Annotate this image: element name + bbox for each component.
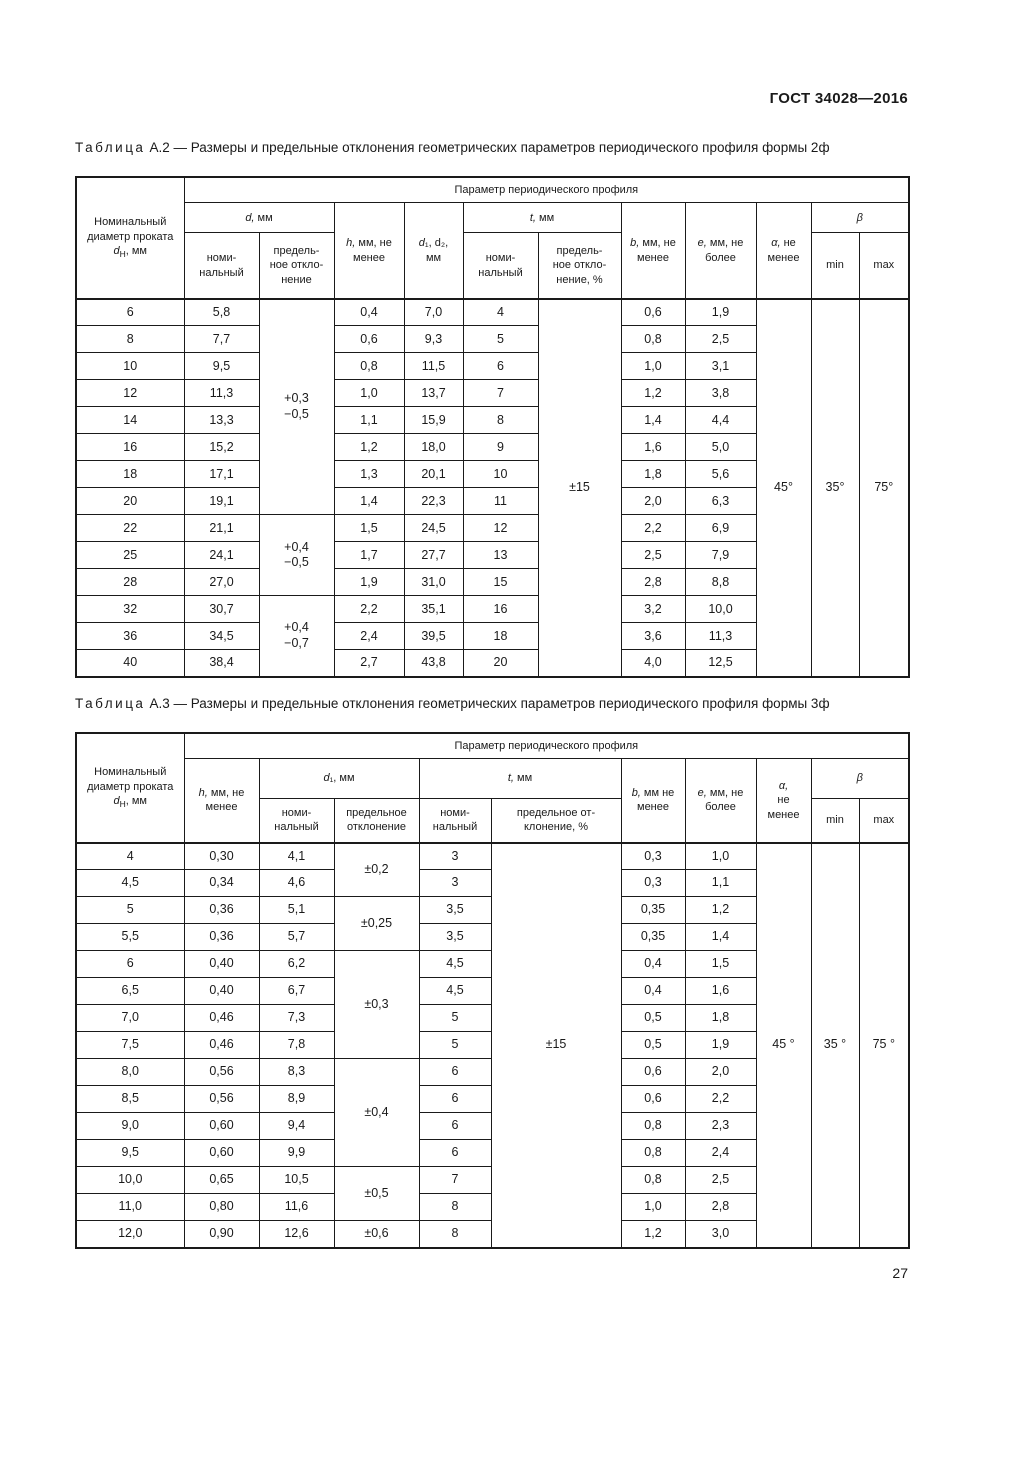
cell-d1-nominal: 9,4 [259, 1113, 334, 1140]
cell-e: 6,3 [685, 488, 756, 515]
cell-t-nominal: 3 [419, 870, 491, 897]
cell-nominal-diameter: 4,5 [76, 870, 184, 897]
table-a3-caption-word: Таблица [75, 695, 146, 711]
cell-d1-d2: 39,5 [404, 623, 463, 650]
cell-h: 1,2 [334, 434, 404, 461]
cell-nominal-diameter: 22 [76, 515, 184, 542]
cell-nominal-diameter: 8,0 [76, 1059, 184, 1086]
cell-b: 0,6 [621, 1059, 685, 1086]
cell-d-deviation: +0,3 −0,5 [259, 299, 334, 515]
cell-h: 0,40 [184, 978, 259, 1005]
cell-b: 0,35 [621, 924, 685, 951]
cell-b: 2,8 [621, 569, 685, 596]
cell-t-nominal: 6 [419, 1140, 491, 1167]
cell-d1-d2: 22,3 [404, 488, 463, 515]
a3-d-subscript: Н [119, 798, 126, 809]
cell-h: 0,80 [184, 1194, 259, 1221]
a3-header-alpha: α, не менее [756, 759, 811, 843]
cell-e: 1,1 [685, 870, 756, 897]
a3-nominal-diameter-text: Номинальный диаметр проката [87, 766, 174, 793]
table-a2-body [76, 299, 909, 677]
cell-b: 2,5 [621, 542, 685, 569]
cell-d-nominal: 15,2 [184, 434, 259, 461]
a2-header-h: h, мм, не менее [334, 203, 404, 299]
table-row [76, 299, 909, 326]
cell-h: 0,60 [184, 1113, 259, 1140]
cell-d1-nominal: 9,9 [259, 1140, 334, 1167]
table-a3-caption [75, 695, 908, 713]
cell-b: 0,6 [621, 1086, 685, 1113]
cell-d-nominal: 5,8 [184, 299, 259, 326]
cell-t-nominal: 8 [463, 407, 538, 434]
table-a3 [75, 732, 910, 1249]
cell-e: 3,0 [685, 1221, 756, 1248]
cell-nominal-diameter: 36 [76, 623, 184, 650]
cell-e: 2,2 [685, 1086, 756, 1113]
cell-nominal-diameter: 9,0 [76, 1113, 184, 1140]
a3-d-symbol: d [113, 794, 120, 807]
cell-h: 0,6 [334, 326, 404, 353]
cell-e: 3,8 [685, 380, 756, 407]
cell-d1-d2: 9,3 [404, 326, 463, 353]
cell-e: 2,4 [685, 1140, 756, 1167]
a2-header-row-1 [76, 177, 909, 203]
table-a3-caption-number: А.3 [149, 695, 170, 711]
cell-e: 10,0 [685, 596, 756, 623]
cell-h: 1,9 [334, 569, 404, 596]
cell-nominal-diameter: 40 [76, 650, 184, 677]
cell-d1-deviation: ±0,4 [334, 1059, 419, 1167]
cell-h: 0,40 [184, 951, 259, 978]
a3-header-nominal-diameter [76, 733, 184, 843]
cell-b: 0,3 [621, 843, 685, 870]
cell-e: 1,6 [685, 978, 756, 1005]
cell-nominal-diameter: 6 [76, 299, 184, 326]
cell-nominal-diameter: 20 [76, 488, 184, 515]
cell-d1-nominal: 4,6 [259, 870, 334, 897]
cell-d1-nominal: 11,6 [259, 1194, 334, 1221]
a2-header-alpha: α, не менее [756, 203, 811, 299]
cell-b: 0,8 [621, 1113, 685, 1140]
cell-nominal-diameter: 7,0 [76, 1005, 184, 1032]
cell-e: 1,0 [685, 843, 756, 870]
cell-e: 5,6 [685, 461, 756, 488]
a2-header-t-deviation: предель- ное откло- нение, % [538, 233, 621, 299]
cell-d1-nominal: 7,8 [259, 1032, 334, 1059]
cell-d1-d2: 15,9 [404, 407, 463, 434]
cell-b: 0,8 [621, 326, 685, 353]
cell-e: 4,4 [685, 407, 756, 434]
cell-d1-nominal: 8,3 [259, 1059, 334, 1086]
cell-beta-min: 35° [811, 299, 859, 677]
cell-t-nominal: 15 [463, 569, 538, 596]
cell-h: 0,56 [184, 1086, 259, 1113]
cell-e: 2,3 [685, 1113, 756, 1140]
cell-t-nominal: 9 [463, 434, 538, 461]
cell-d1-nominal: 8,9 [259, 1086, 334, 1113]
a2-header-beta-max: max [859, 233, 909, 299]
cell-h: 1,4 [334, 488, 404, 515]
cell-nominal-diameter: 32 [76, 596, 184, 623]
cell-d1-d2: 20,1 [404, 461, 463, 488]
cell-h: 2,7 [334, 650, 404, 677]
a2-header-d-nominal: номи- нальный [184, 233, 259, 299]
cell-nominal-diameter: 16 [76, 434, 184, 461]
cell-b: 0,4 [621, 951, 685, 978]
a2-header-nominal-diameter [76, 177, 184, 299]
cell-b: 1,8 [621, 461, 685, 488]
a3-header-h: h, мм, не менее [184, 759, 259, 843]
table-a2 [75, 176, 910, 678]
cell-nominal-diameter: 7,5 [76, 1032, 184, 1059]
cell-d1-deviation: ±0,5 [334, 1167, 419, 1221]
cell-d-nominal: 21,1 [184, 515, 259, 542]
cell-t-nominal: 7 [463, 380, 538, 407]
cell-b: 3,2 [621, 596, 685, 623]
cell-d1-nominal: 6,7 [259, 978, 334, 1005]
cell-t-nominal: 12 [463, 515, 538, 542]
table-a2-caption-word: Таблица [75, 140, 146, 155]
cell-nominal-diameter: 6,5 [76, 978, 184, 1005]
cell-e: 1,9 [685, 299, 756, 326]
cell-h: 2,4 [334, 623, 404, 650]
cell-e: 12,5 [685, 650, 756, 677]
cell-t-nominal: 8 [419, 1221, 491, 1248]
cell-e: 2,5 [685, 326, 756, 353]
a2-header-param-title: Параметр периодического профиля [184, 177, 909, 203]
cell-d1-nominal: 5,1 [259, 897, 334, 924]
cell-e: 2,0 [685, 1059, 756, 1086]
cell-e: 5,0 [685, 434, 756, 461]
cell-d1-deviation: ±0,3 [334, 951, 419, 1059]
cell-e: 1,2 [685, 897, 756, 924]
a2-header-d1-d2: d₁, d₂, мм [404, 203, 463, 299]
cell-b: 2,2 [621, 515, 685, 542]
a3-header-t-group: t, мм [419, 759, 621, 799]
cell-e: 1,9 [685, 1032, 756, 1059]
cell-nominal-diameter: 18 [76, 461, 184, 488]
cell-e: 7,9 [685, 542, 756, 569]
cell-e: 1,5 [685, 951, 756, 978]
cell-b: 1,4 [621, 407, 685, 434]
cell-beta-max: 75 ° [859, 843, 909, 1248]
cell-b: 0,8 [621, 1140, 685, 1167]
a3-header-b: b, мм не менее [621, 759, 685, 843]
cell-d1-nominal: 10,5 [259, 1167, 334, 1194]
cell-nominal-diameter: 28 [76, 569, 184, 596]
cell-h: 0,30 [184, 843, 259, 870]
cell-nominal-diameter: 10 [76, 353, 184, 380]
a3-header-t-nominal: номи- нальный [419, 799, 491, 843]
cell-b: 0,35 [621, 897, 685, 924]
a3-header-beta: β [811, 759, 909, 799]
cell-nominal-diameter: 14 [76, 407, 184, 434]
cell-t-nominal: 6 [419, 1086, 491, 1113]
cell-d1-d2: 43,8 [404, 650, 463, 677]
cell-d-nominal: 7,7 [184, 326, 259, 353]
cell-d-deviation: +0,4 −0,7 [259, 596, 334, 677]
a3-header-row-2 [76, 759, 909, 799]
table-a2-caption [75, 139, 908, 157]
cell-alpha: 45 ° [756, 843, 811, 1248]
cell-d1-d2: 31,0 [404, 569, 463, 596]
cell-b: 1,2 [621, 380, 685, 407]
cell-t-nominal: 8 [419, 1194, 491, 1221]
cell-h: 0,46 [184, 1005, 259, 1032]
cell-t-nominal: 5 [463, 326, 538, 353]
cell-d1-nominal: 6,2 [259, 951, 334, 978]
cell-e: 2,5 [685, 1167, 756, 1194]
cell-t-deviation: ±15 [491, 843, 621, 1248]
cell-b: 0,5 [621, 1032, 685, 1059]
cell-t-nominal: 18 [463, 623, 538, 650]
cell-b: 3,6 [621, 623, 685, 650]
cell-d-nominal: 17,1 [184, 461, 259, 488]
cell-d1-d2: 7,0 [404, 299, 463, 326]
cell-e: 11,3 [685, 623, 756, 650]
cell-h: 0,46 [184, 1032, 259, 1059]
a2-header-t-group: t, мм [463, 203, 621, 233]
cell-t-nominal: 3 [419, 843, 491, 870]
table-a2-caption-text: — Размеры и предельные отклонения геометрических параметров периодического профиля формы 2ф [173, 140, 830, 155]
cell-d1-d2: 27,7 [404, 542, 463, 569]
cell-t-nominal: 4,5 [419, 951, 491, 978]
cell-nominal-diameter: 5,5 [76, 924, 184, 951]
doc-code: ГОСТ 34028—2016 [769, 90, 908, 107]
cell-nominal-diameter: 11,0 [76, 1194, 184, 1221]
cell-nominal-diameter: 4 [76, 843, 184, 870]
a3-header-e: e, мм, не более [685, 759, 756, 843]
a2-header-row-2 [76, 203, 909, 233]
table-a3-body [76, 843, 909, 1248]
a2-header-b: b, мм, не менее [621, 203, 685, 299]
cell-nominal-diameter: 6 [76, 951, 184, 978]
cell-t-deviation: ±15 [538, 299, 621, 677]
cell-d-nominal: 38,4 [184, 650, 259, 677]
table-a2-caption-number: А.2 [149, 140, 170, 155]
cell-t-nominal: 20 [463, 650, 538, 677]
a3-header-beta-min: min [811, 799, 859, 843]
cell-b: 1,2 [621, 1221, 685, 1248]
a2-nominal-diameter-text: Номинальный диаметр проката [87, 216, 174, 243]
cell-h: 1,3 [334, 461, 404, 488]
cell-nominal-diameter: 8,5 [76, 1086, 184, 1113]
a3-nominal-diameter-unit: , мм [125, 794, 147, 807]
cell-h: 0,36 [184, 924, 259, 951]
a3-header-param-title: Параметр периодического профиля [184, 733, 909, 759]
cell-t-nominal: 10 [463, 461, 538, 488]
cell-b: 0,6 [621, 299, 685, 326]
cell-d1-nominal: 7,3 [259, 1005, 334, 1032]
a3-header-row-1 [76, 733, 909, 759]
cell-t-nominal: 6 [419, 1113, 491, 1140]
cell-b: 0,8 [621, 1167, 685, 1194]
cell-nominal-diameter: 12,0 [76, 1221, 184, 1248]
cell-alpha: 45° [756, 299, 811, 677]
page-number: 27 [892, 1264, 908, 1281]
a2-header-t-nominal: номи- нальный [463, 233, 538, 299]
cell-nominal-diameter: 8 [76, 326, 184, 353]
cell-d-nominal: 30,7 [184, 596, 259, 623]
a2-header-beta: β [811, 203, 909, 233]
cell-e: 2,8 [685, 1194, 756, 1221]
cell-d1-d2: 18,0 [404, 434, 463, 461]
cell-h: 1,5 [334, 515, 404, 542]
cell-h: 1,1 [334, 407, 404, 434]
cell-d1-nominal: 5,7 [259, 924, 334, 951]
cell-h: 0,65 [184, 1167, 259, 1194]
cell-d-nominal: 19,1 [184, 488, 259, 515]
cell-nominal-diameter: 10,0 [76, 1167, 184, 1194]
cell-d1-deviation: ±0,25 [334, 897, 419, 951]
cell-t-nominal: 3,5 [419, 924, 491, 951]
a2-header-d-deviation: предель- ное откло- нение [259, 233, 334, 299]
cell-d-nominal: 11,3 [184, 380, 259, 407]
cell-e: 8,8 [685, 569, 756, 596]
cell-h: 0,60 [184, 1140, 259, 1167]
cell-b: 1,0 [621, 1194, 685, 1221]
cell-t-nominal: 3,5 [419, 897, 491, 924]
cell-t-nominal: 6 [419, 1059, 491, 1086]
a2-nominal-diameter-unit: , мм [125, 244, 147, 257]
cell-nominal-diameter: 12 [76, 380, 184, 407]
cell-h: 0,90 [184, 1221, 259, 1248]
cell-t-nominal: 5 [419, 1005, 491, 1032]
cell-b: 1,6 [621, 434, 685, 461]
cell-d1-d2: 13,7 [404, 380, 463, 407]
cell-b: 1,0 [621, 353, 685, 380]
cell-e: 1,8 [685, 1005, 756, 1032]
cell-d1-nominal: 12,6 [259, 1221, 334, 1248]
cell-d-nominal: 9,5 [184, 353, 259, 380]
a2-d-subscript: Н [119, 249, 126, 260]
cell-t-nominal: 7 [419, 1167, 491, 1194]
cell-t-nominal: 5 [419, 1032, 491, 1059]
cell-b: 0,5 [621, 1005, 685, 1032]
cell-t-nominal: 4 [463, 299, 538, 326]
cell-t-nominal: 11 [463, 488, 538, 515]
cell-nominal-diameter: 5 [76, 897, 184, 924]
cell-h: 0,36 [184, 897, 259, 924]
cell-h: 1,0 [334, 380, 404, 407]
cell-d1-deviation: ±0,6 [334, 1221, 419, 1248]
cell-d1-nominal: 4,1 [259, 843, 334, 870]
cell-d1-deviation: ±0,2 [334, 843, 419, 897]
cell-nominal-diameter: 9,5 [76, 1140, 184, 1167]
a3-header-d1-deviation: предельное отклонение [334, 799, 419, 843]
cell-d1-d2: 11,5 [404, 353, 463, 380]
table-a3-caption-text: — Размеры и предельные отклонения геометрических параметров периодического профиля формы 3ф [173, 695, 830, 711]
a3-header-d1-group: d₁, мм [259, 759, 419, 799]
cell-t-nominal: 13 [463, 542, 538, 569]
cell-d-deviation: +0,4 −0,5 [259, 515, 334, 596]
table-row [76, 843, 909, 870]
a2-header-beta-min: min [811, 233, 859, 299]
cell-t-nominal: 16 [463, 596, 538, 623]
cell-d-nominal: 24,1 [184, 542, 259, 569]
cell-beta-max: 75° [859, 299, 909, 677]
cell-h: 0,8 [334, 353, 404, 380]
cell-t-nominal: 6 [463, 353, 538, 380]
cell-h: 2,2 [334, 596, 404, 623]
cell-beta-min: 35 ° [811, 843, 859, 1248]
cell-d1-d2: 35,1 [404, 596, 463, 623]
cell-b: 4,0 [621, 650, 685, 677]
cell-e: 3,1 [685, 353, 756, 380]
cell-d-nominal: 13,3 [184, 407, 259, 434]
cell-h: 0,4 [334, 299, 404, 326]
cell-d-nominal: 34,5 [184, 623, 259, 650]
cell-e: 1,4 [685, 924, 756, 951]
cell-t-nominal: 4,5 [419, 978, 491, 1005]
cell-b: 2,0 [621, 488, 685, 515]
cell-h: 0,56 [184, 1059, 259, 1086]
cell-b: 0,3 [621, 870, 685, 897]
cell-e: 6,9 [685, 515, 756, 542]
cell-d1-d2: 24,5 [404, 515, 463, 542]
cell-h: 1,7 [334, 542, 404, 569]
cell-d-nominal: 27,0 [184, 569, 259, 596]
cell-nominal-diameter: 25 [76, 542, 184, 569]
a2-header-d-group: d, мм [184, 203, 334, 233]
a3-header-d1-nominal: номи- нальный [259, 799, 334, 843]
a3-header-t-deviation: предельное от- клонение, % [491, 799, 621, 843]
cell-b: 0,4 [621, 978, 685, 1005]
a2-header-e: e, мм, не более [685, 203, 756, 299]
a3-header-beta-max: max [859, 799, 909, 843]
a2-d-symbol: d [113, 244, 120, 257]
cell-h: 0,34 [184, 870, 259, 897]
